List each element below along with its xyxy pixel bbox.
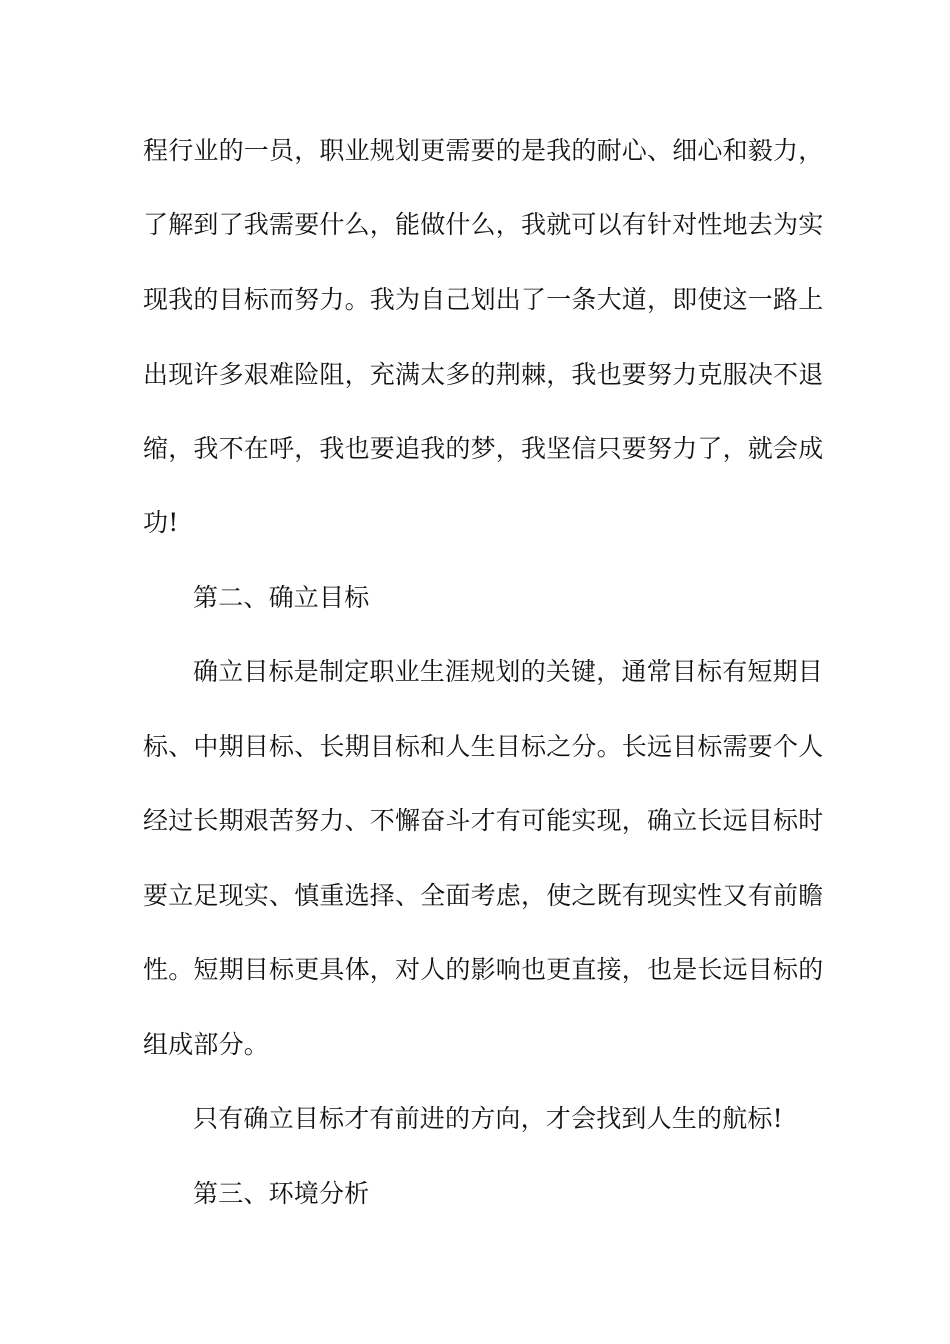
paragraph-line: 缩，我不在呼，我也要追我的梦，我坚信只要努力了，就会成 bbox=[143, 434, 824, 463]
section-heading-3: 第三、环境分析 bbox=[193, 1179, 370, 1208]
closing-paragraph: 只有确立目标才有前进的方向，才会找到人生的航标! bbox=[193, 1104, 783, 1133]
paragraph-line: 组成部分。 bbox=[143, 1030, 270, 1059]
paragraph-line: 确立目标是制定职业生涯规划的关键，通常目标有短期目 bbox=[193, 657, 824, 686]
paragraph-line: 了解到了我需要什么，能做什么，我就可以有针对性地去为实 bbox=[143, 210, 824, 239]
paragraph-line: 经过长期艰苦努力、不懈奋斗才有可能实现，确立长远目标时 bbox=[143, 806, 824, 835]
paragraph-line: 出现许多艰难险阻，充满太多的荆棘，我也要努力克服决不退 bbox=[143, 360, 824, 389]
paragraph-line: 程行业的一员，职业规划更需要的是我的耐心、细心和毅力， bbox=[143, 136, 824, 165]
paragraph-line: 现我的目标而努力。我为自己划出了一条大道，即使这一路上 bbox=[143, 285, 824, 314]
paragraph-line: 性。短期目标更具体，对人的影响也更直接，也是长远目标的 bbox=[143, 955, 824, 984]
paragraph-line: 功! bbox=[143, 508, 179, 537]
paragraph-line: 要立足现实、慎重选择、全面考虑，使之既有现实性又有前瞻 bbox=[143, 881, 824, 910]
section-heading-2: 第二、确立目标 bbox=[193, 583, 370, 612]
paragraph-line: 标、中期目标、长期目标和人生目标之分。长远目标需要个人 bbox=[143, 732, 824, 761]
